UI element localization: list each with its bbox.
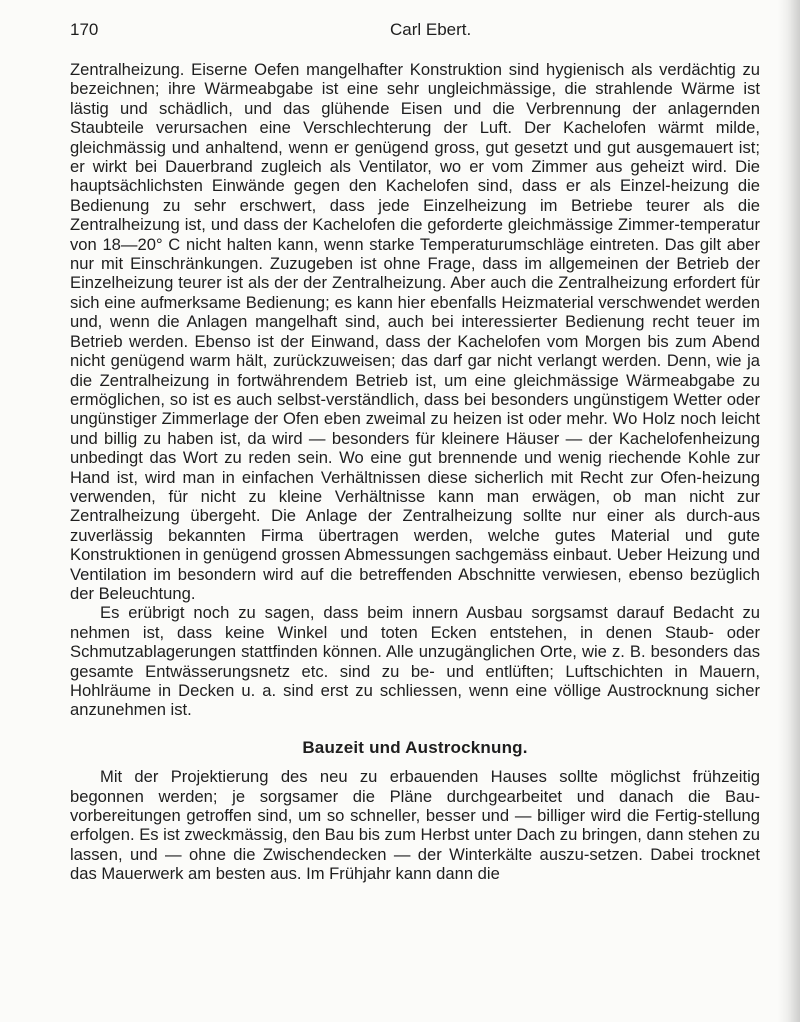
paragraph-heating: Zentralheizung. Eiserne Oefen mangelhafter Konstruktion sind hygienisch als verdächtig zu bezeichnen; ihre Wärmeabgabe ist eine sehr ungleichmässige, die strahlende Wärme ist lästig und schädlich, und das glühende Eisen und die Verbrennung der anlagernden Staubteile verursachen eine Verschlechterung der Luft. Der Kachelofen wärmt milde, gleichmässig und anhaltend, wenn er genügend gross, gut gesetzt und gut ausgemauert ist; er wirkt bei Dauerbrand zugleich als Ventilator, wo er vom Zimmer aus geheizt wird. Die hauptsächlichsten Einwände gegen den Kachelofen sind, dass er als Einzel-heizung die Bedienung zu sehr erschwert, dass jede Einzelheizung im Betriebe teurer als die Zentralheizung ist, und dass der Kachelofen die geforderte gleichmässige Zimmer-temperatur von 18—20° C nicht halten kann, wenn starke Temperaturumschläge eintreten. Das gilt aber nur mit Einschränkungen. Zuzugeben ist ohne Frage, dass im allgemeinen der Betrieb der Einzelheizung teurer ist als der der Zentralheizung. Aber auch die Zentralheizung erfordert für sich eine aufmerksame Bedienung; es kann hier ebenfalls Heizmaterial verschwendet werden und, wenn die Anlagen mangelhaft sind, auch bei interessierter Bedienung recht teuer im Betrieb werden. Ebenso ist der Einwand, dass der Kachelofen vom Morgen bis zum Abend nicht genügend warm hält, zurückzuweisen; das darf gar nicht verlangt werden. Denn, wie ja die Zentralheizung in fortwährendem Betrieb ist, um eine gleichmässige Wärmeabgabe zu ermöglichen, so ist es auch selbst-verständlich, dass bei besonders ungünstigem Wetter oder ungünstiger Zimmerlage der Ofen eben zweimal zu heizen ist oder mehr. Wo Holz noch leicht und billig zu haben ist, da wird — besonders für kleinere Häuser — der Kachelofenheizung unbedingt das Wort zu reden sein. Wo eine gut brennende und wenig riechende Kohle zur Hand ist, wird man in einfachen Verhältnissen diese sicherlich mit Recht zur Ofen-heizung verwenden, für nicht zu kleine Verhältnisse kann man erwägen, ob man nicht zur Zentralheizung übergeht. Die Anlage der Zentralheizung sollte nur einer als durch-aus zuverlässig bekannten Firma übertragen werden, welche gutes Material und gute Konstruktionen in genügend grossen Abmessungen sachgemäss einbaut. Ueber Heizung und Ventilation im besondern wird auf die betreffenden Abschnitte verwiesen, ebenso bezüglich der Beleuchtung. <box>70 60 760 603</box>
body-text <box>70 60 760 884</box>
paragraph-interior-finish: Es erübrigt noch zu sagen, dass beim innern Ausbau sorgsamst darauf Bedacht zu nehmen ist, dass keine Winkel und toten Ecken entstehen, in denen Staub- oder Schmutzablagerungen stattfinden können. Alle unzugänglichen Orte, wie z. B. besonders das gesamte Entwässerungsnetz etc. sind zu be- und entlüften; Luftschichten in Mauern, Hohlräume in Decken u. a. sind erst zu schliessen, wenn eine völlige Austrocknung sicher anzunehmen ist. <box>70 603 760 720</box>
page-number: 170 <box>70 20 99 39</box>
paragraph-construction-time: Mit der Projektierung des neu zu erbauenden Hauses sollte möglichst frühzeitig begonnen werden; je sorgsamer die Pläne durchgearbeitet und danach die Bau-vorbereitungen getroffen sind, um so schneller, besser und — billiger wird die Fertig-stellung erfolgen. Es ist zweckmässig, den Bau bis zum Herbst unter Dach zu bringen, dann stehen zu lassen, und — ohne die Zwischendecken — der Winterkälte auszu-setzen. Dabei trocknet das Mauerwerk am besten aus. Im Frühjahr kann dann die <box>70 767 760 884</box>
running-head <box>70 20 760 46</box>
section-heading: Bauzeit und Austrocknung. <box>302 737 528 757</box>
running-title: Carl Ebert. <box>390 20 472 39</box>
page-edge-shadow <box>778 0 800 1022</box>
